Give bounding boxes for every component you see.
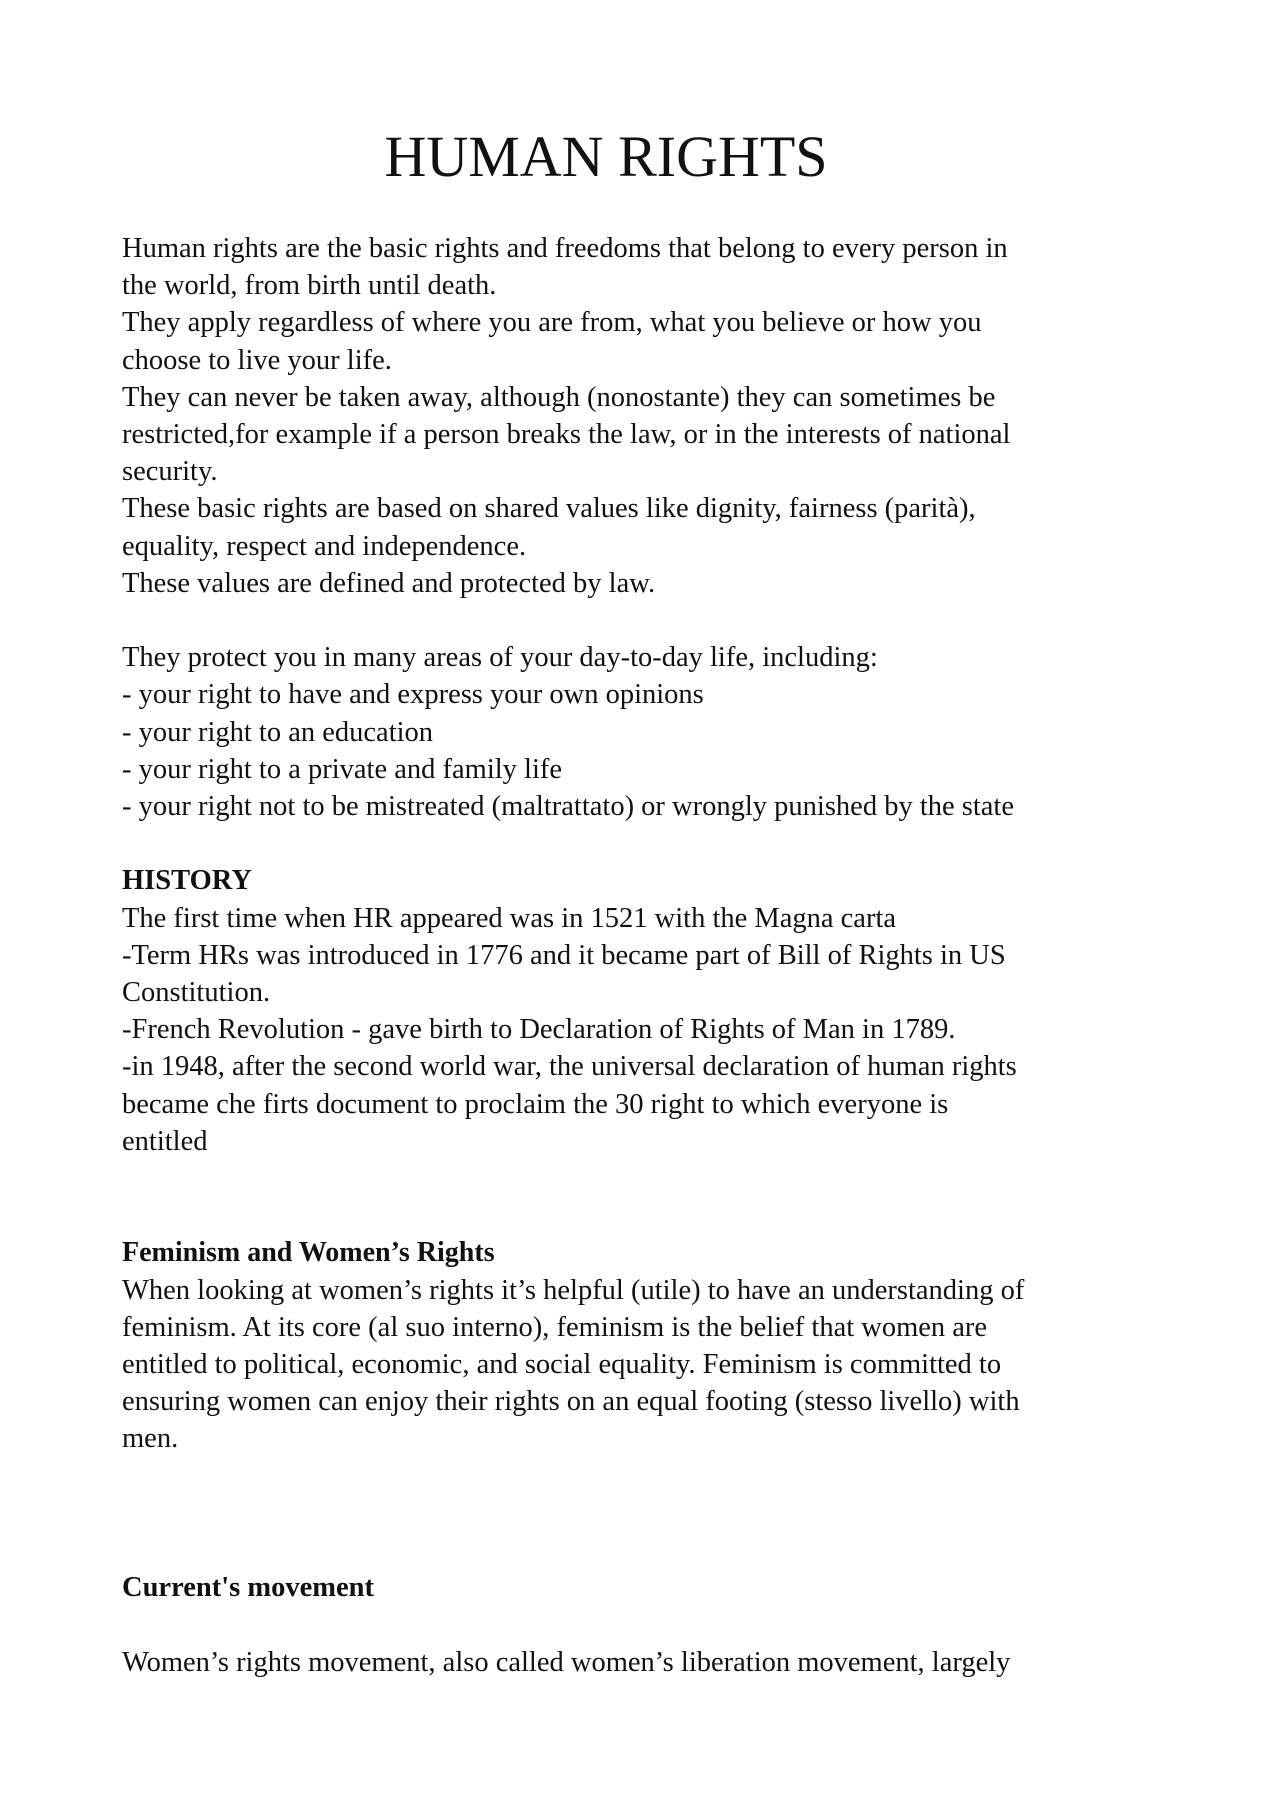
history-section — [122, 862, 1182, 1160]
text-line: became che firts document to proclaim the 30 right to which everyone is — [122, 1088, 949, 1120]
movement-heading: Current's movement — [122, 1572, 374, 1604]
text-line: choose to live your life. — [122, 344, 392, 376]
text-line: security. — [122, 456, 218, 488]
paragraph-gap — [122, 1160, 1182, 1234]
document-body — [122, 230, 1182, 1681]
text-line: They apply regardless of where you are from, what you believe or how you — [122, 307, 982, 339]
text-line: Constitution. — [122, 977, 271, 1009]
paragraph-gap — [122, 1606, 1182, 1643]
text-line: -in 1948, after the second world war, the universal declaration of human rights — [122, 1051, 1017, 1083]
paragraph-gap — [122, 1458, 1182, 1570]
text-line: They can never be taken away, although (nonostante) they can sometimes be — [122, 381, 996, 413]
text-line: entitled to political, economic, and social equality. Feminism is committed to — [122, 1349, 1002, 1381]
text-line: The first time when HR appeared was in 1521 with the Magna carta — [122, 902, 897, 934]
text-line: restricted,for example if a person breaks the law, or in the interests of national — [122, 419, 1011, 451]
text-line: These values are defined and protected by law. — [122, 567, 656, 599]
list-item: - your right to a private and family life — [122, 753, 563, 785]
paragraph-gap — [122, 602, 1182, 639]
text-line: Women’s rights movement, also called women’s liberation movement, largely — [122, 1646, 1011, 1678]
list-item: - your right not to be mistreated (maltrattato) or wrongly punished by the state — [122, 791, 1014, 823]
text-line: Human rights are the basic rights and freedoms that belong to every person in — [122, 233, 1008, 264]
text-line: entitled — [122, 1125, 208, 1157]
movement-section — [122, 1569, 1182, 1681]
text-line: -Term HRs was introduced in 1776 and it became part of Bill of Rights in US — [122, 939, 1006, 971]
page-title: HUMAN RIGHTS — [384, 124, 828, 189]
intro-section — [122, 230, 1182, 602]
text-line: the world, from birth until death. — [122, 270, 497, 302]
text-line: men. — [122, 1423, 179, 1455]
list-item: - your right to an education — [122, 716, 434, 748]
text-line: ensuring women can enjoy their rights on an equal footing (stesso livello) with — [122, 1386, 1020, 1418]
feminism-section — [122, 1234, 1182, 1457]
text-line: equality, respect and independence. — [122, 530, 527, 562]
text-line: feminism. At its core (al suo interno), feminism is the belief that women are — [122, 1311, 988, 1343]
history-heading: HISTORY — [122, 865, 252, 897]
text-line: When looking at women’s rights it’s helpful (utile) to have an understanding of — [122, 1274, 1025, 1306]
protections-lead: They protect you in many areas of your day-to-day life, including: — [122, 642, 878, 674]
protections-section — [122, 639, 1182, 825]
feminism-heading: Feminism and Women’s Rights — [122, 1237, 495, 1269]
list-item: - your right to have and express your own opinions — [122, 679, 704, 711]
paragraph-gap — [122, 825, 1182, 862]
text-line: These basic rights are based on shared values like dignity, fairness (parità), — [122, 493, 976, 525]
text-line: -French Revolution - gave birth to Declaration of Rights of Man in 1789. — [122, 1014, 956, 1046]
